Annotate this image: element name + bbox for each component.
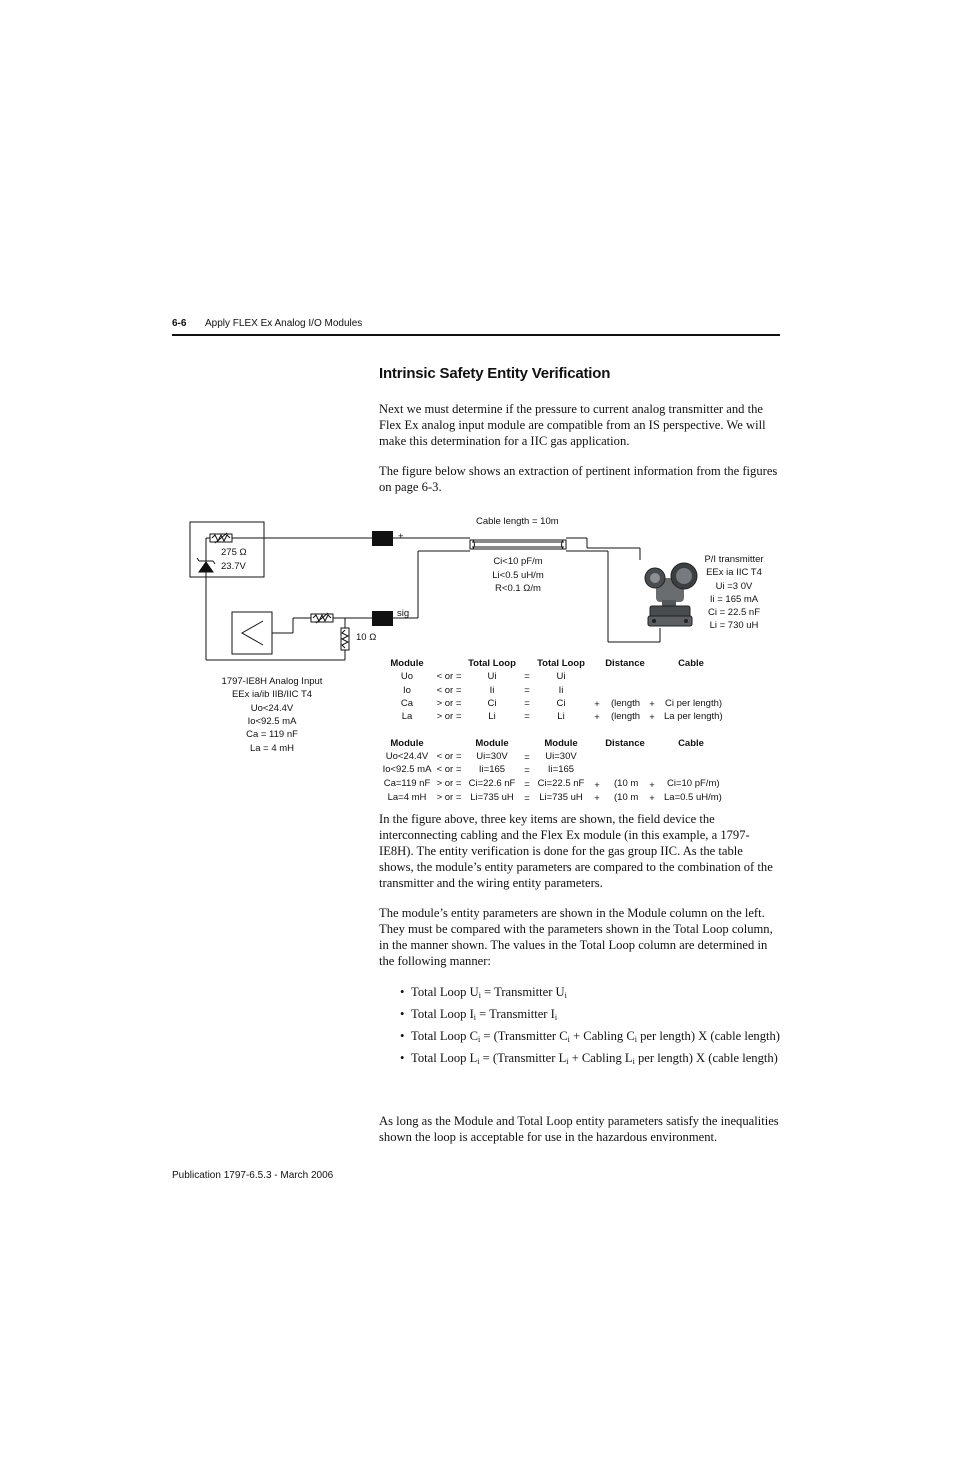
cell: + (649, 793, 655, 804)
list-item: • Total Loop $I_i$ = Transmitter $I_i$ (400, 1007, 558, 1022)
transmitter-param: Ci = 22.5 nF (707, 607, 761, 618)
cell: < or = (436, 671, 462, 682)
intro-text-2: The figure below shows an extraction of pertinent information from the figures on page 6-3. (379, 464, 778, 494)
cell: < or = (436, 764, 462, 775)
terminal-sig (372, 611, 393, 626)
pressure-transmitter-icon (645, 563, 697, 626)
cable-icon (470, 540, 566, 549)
list-item: • Total Loop $L_i$ = (Transmitter $L_i$ + Cabling $L_i$ per length) X (cable length) (400, 1051, 778, 1066)
cell: > or = (436, 792, 462, 803)
body-paragraph-3 (379, 1113, 779, 1145)
cell: = (524, 698, 530, 709)
plus-label: + (398, 531, 404, 542)
table2-header: Module (475, 738, 509, 749)
cell: Ci (556, 698, 566, 709)
module-param: 1797-IE8H Analog Input (221, 676, 323, 687)
page-number: 6-6 (172, 318, 187, 329)
cell: = (524, 779, 530, 790)
cell: Ci=10 pF/m) (667, 778, 720, 789)
table1-header: Module (390, 658, 424, 669)
bullet-dot: • (400, 1051, 405, 1065)
intro-text-1: Next we must determine if the pressure to current analog transmitter and the Flex Ex analog input module are compatible from an IS perspective. We will make this determination for a IIC gas application. (379, 402, 766, 448)
cell: Io (403, 685, 411, 696)
section-title: Apply FLEX Ex Analog I/O Modules (205, 318, 363, 329)
cell: = (524, 711, 530, 722)
resistor-10-label: 10 Ω (356, 632, 377, 643)
cell: (10 m (614, 792, 639, 803)
transmitter-param: Ui =3 0V (715, 581, 753, 592)
cell: + (594, 712, 600, 723)
bullet-dot: • (400, 1007, 405, 1021)
cable-param: Ci<10 pF/m (493, 556, 543, 567)
body-paragraph-1 (379, 811, 779, 891)
transmitter-param: EEx ia IIC T4 (706, 567, 762, 578)
zener-voltage-label: 23.7V (221, 561, 246, 572)
module-param: Io<92.5 mA (247, 716, 297, 727)
body-text-2: The module’s entity parameters are shown in the Module column on the left. They must be compared with the parameters shown in the Total Loop column, in the manner shown. The values in the Total Loop column are determined in the following manner: (379, 906, 773, 968)
cell: + (649, 780, 655, 791)
cell: Ca (400, 698, 414, 709)
cell: (length (611, 698, 641, 709)
cell: > or = (436, 778, 462, 789)
cell: Ui=30V (476, 751, 508, 762)
cell: Li=735 uH (470, 792, 514, 803)
cell: Ca=119 nF (383, 778, 431, 789)
cell: = (524, 671, 530, 682)
cell: < or = (436, 685, 462, 696)
cell: Ci per length) (665, 698, 723, 709)
cell: Li=735 uH (539, 792, 583, 803)
cell: Li (557, 711, 565, 722)
cell: = (524, 793, 530, 804)
table2-header: Distance (605, 738, 645, 749)
publication-footer: Publication 1797-6.5.3 - March 2006 (172, 1170, 334, 1181)
cell: Ci=22.6 nF (468, 778, 516, 789)
transmitter-param: Ii = 165 mA (709, 594, 759, 605)
page-heading: Intrinsic Safety Entity Verification (379, 365, 611, 382)
cell: > or = (436, 698, 462, 709)
table-row (388, 792, 722, 804)
table-values (383, 738, 722, 804)
cell: Ii (558, 685, 564, 696)
bullet-list (400, 984, 780, 1072)
table1-header: Total Loop (537, 658, 585, 669)
bullet-dot: • (400, 985, 405, 999)
cell: Ii=165 (547, 764, 575, 775)
table-row (403, 685, 563, 696)
cell: + (594, 793, 600, 804)
transmitter-param: Li = 730 uH (709, 620, 759, 631)
amplifier-triangle-icon (242, 621, 263, 645)
cell: + (594, 699, 600, 710)
sig-label: sig (397, 608, 410, 619)
table2-header: Module (544, 738, 578, 749)
cell: + (649, 712, 655, 723)
cell: Ci=22.5 nF (537, 778, 585, 789)
table1-header: Cable (678, 658, 704, 669)
cell: = (524, 685, 530, 696)
bullet-dot: • (400, 1029, 405, 1043)
table-row (401, 698, 722, 710)
cell: La=0.5 uH/m) (664, 792, 722, 803)
table-symbolic (390, 658, 722, 723)
cell: + (594, 780, 600, 791)
table-row (386, 751, 578, 763)
module-param: La = 4 mH (249, 743, 295, 754)
cell: La (401, 711, 413, 722)
cable-param: Li<0.5 uH/m (492, 570, 544, 581)
cell: Ii=165 (478, 764, 506, 775)
table1-header: Total Loop (468, 658, 516, 669)
cell: La per length) (664, 711, 723, 722)
table-row (402, 711, 723, 723)
resistor-275-label: 275 Ω (221, 547, 247, 558)
transmitter-param: P/I transmitter (704, 554, 764, 565)
body-text-1: In the figure above, three key items are shown, the field device the interconnecting cabling and the Flex Ex module (in this example, a 1797-IE8H). The entity verification is done for the gas group IIC. As the table shows, the module’s entity parameters are compared to the combination of the transmitter and the wiring entity parameters. (379, 812, 773, 890)
body-paragraph-2 (379, 905, 779, 969)
cell: Ci (487, 698, 497, 709)
cell: > or = (436, 711, 462, 722)
cell: = (524, 752, 530, 763)
terminal-plus (372, 531, 393, 546)
cell: Ui (556, 671, 566, 682)
table-row (384, 778, 720, 791)
module-param: Uo<24.4V (250, 703, 294, 714)
body-text-3: As long as the Module and Total Loop entity parameters satisfy the inequalities shown the loop is acceptable for use in the hazardous environment. (379, 1114, 779, 1144)
cell: Ui=30V (545, 751, 577, 762)
cell: + (649, 699, 655, 710)
cell: = (524, 765, 530, 776)
cell: Li (488, 711, 496, 722)
cell: Io<92.5 mA (382, 764, 432, 775)
list-item: • Total Loop $C_i$ = (Transmitter $C_i$ + Cabling $C_i$ per length) X (cable length) (400, 1029, 780, 1044)
module-param: Ca = 119 nF (246, 729, 298, 740)
cable-param: R<0.1 Ω/m (495, 583, 541, 594)
table-row (401, 671, 566, 682)
table2-header: Module (390, 738, 424, 749)
list-item: • Total Loop $U_i$ = Transmitter $U_i$ (400, 985, 567, 1000)
cell: La=4 mH (387, 792, 427, 803)
cell: Ii (489, 685, 495, 696)
cell: Ui (487, 671, 497, 682)
cell: < or = (436, 751, 462, 762)
table1-header: Distance (605, 658, 645, 669)
cell: Uo (400, 671, 414, 682)
cell: (10 m (614, 778, 639, 789)
cell: (length (611, 711, 641, 722)
cell: Uo<24.4V (385, 751, 429, 762)
module-param: EEx ia/ib IIB/IIC T4 (231, 689, 313, 700)
table2-header: Cable (678, 738, 704, 749)
amplifier-box (232, 612, 272, 654)
cable-length-label: Cable length = 10m (476, 516, 559, 527)
table-row (383, 764, 575, 776)
